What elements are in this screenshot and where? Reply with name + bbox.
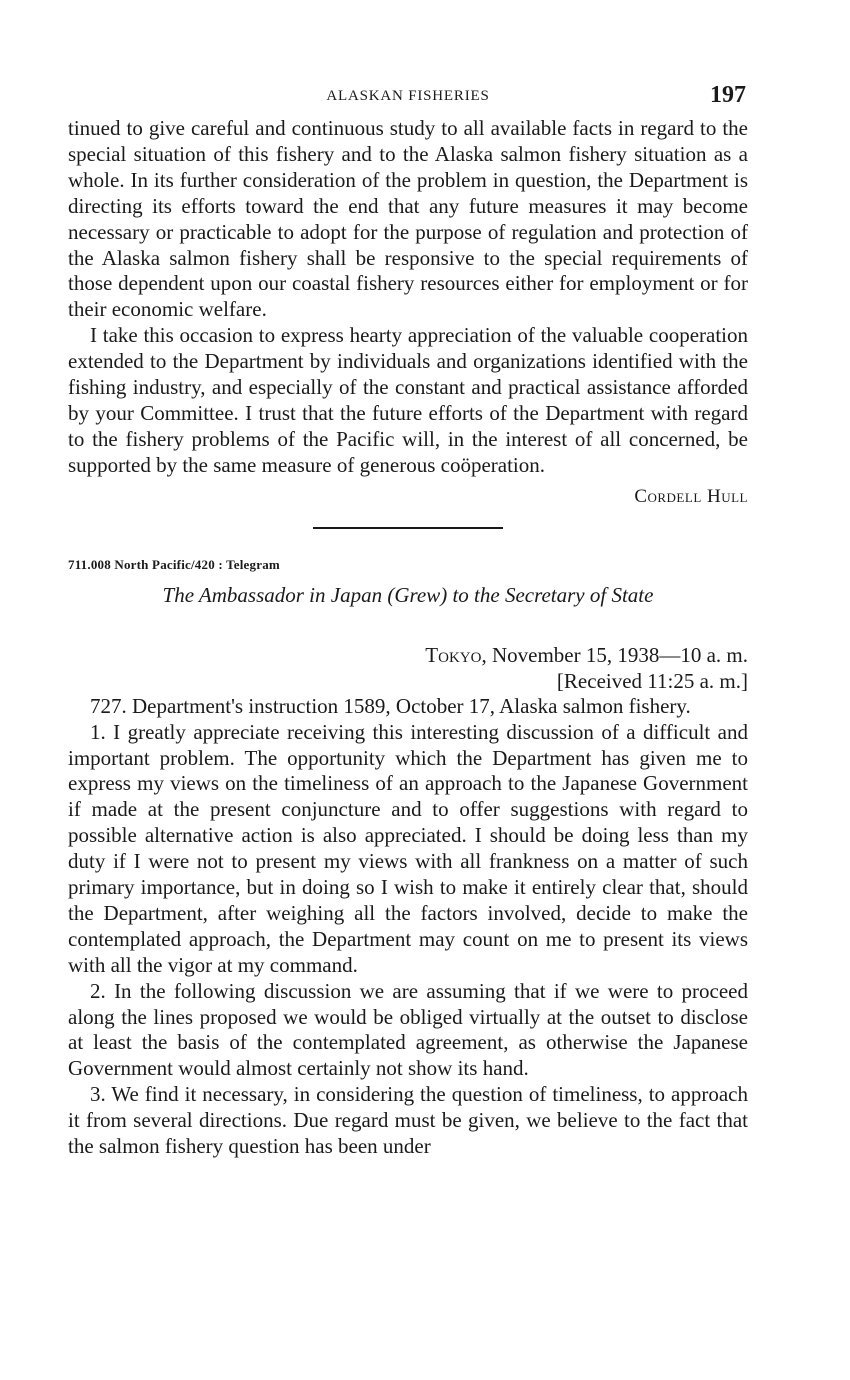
document-heading: The Ambassador in Japan (Grew) to the Secretary of State	[162, 582, 654, 607]
running-header	[68, 82, 748, 116]
letter-continuation-paragraph: tinued to give careful and continuous study to all available facts in regard to the special situation of this fishery and to the Alaska salmon fishery situation as a whole. In its further consideration of the problem in question, the Department is directing its efforts toward the end that any future measures it may become necessary or practicable to adopt for the purpose of regulation and protection of the Alaska salmon fishery shall be responsive to the special requirements of those dependent upon our coastal fishery resources either for employment or for their economic welfare.	[68, 116, 748, 322]
dateline-city: Tokyo,	[425, 642, 487, 667]
received-time: [Received 11:25 a. m.]	[556, 668, 748, 693]
dateline-date: November 15, 1938—10 a. m.	[486, 642, 748, 667]
section-divider	[313, 527, 503, 529]
telegram-paragraph-3: 3. We find it necessary, in considering the question of timeliness, to approach it from several directions. Due regard must be given, we believe to the fact that the salmon fishery question has been under	[68, 1082, 748, 1159]
running-title: ALASKAN FISHERIES	[326, 88, 490, 104]
document-page	[68, 82, 748, 1160]
telegram-paragraph-727: 727. Department's instruction 1589, October 17, Alaska salmon fishery.	[90, 693, 691, 718]
signature: Cordell Hull	[634, 485, 748, 507]
telegram-paragraph-2: 2. In the following discussion we are assuming that if we were to proceed along the lines proposed we would be obliged virtually at the outset to disclose at least the basis of the contemplated agreement, as otherwise the Japanese Government would almost certainly not show its hand.	[68, 978, 748, 1081]
telegram-paragraph-1: 1. I greatly appreciate receiving this interesting discussion of a difficult and important problem. The opportunity which the Department has given me to express my views on the timeliness of an approach to the Japanese Government if made at the present conjuncture and to offer suggestions with regard to possible alternative action is also appreciated. I should be doing less than my duty if I were not to present my views with all frankness on a matter of such primary importance, but in doing so I wish to make it entirely clear that, should the Department, after weighing all the factors involved, decide to make the contemplated approach, the Department may count on me to present its views with all the vigor at my command.	[68, 719, 748, 977]
letter-closing-paragraph: I take this occasion to express hearty appreciation of the valuable cooperation extended to the Department by individuals and organizations identified with the fishing industry, and especially of the constant and practical assistance afforded by your Committee. I trust that the future efforts of the Department with regard to the fishery problems of the Pacific will, in the interest of all concerned, be supported by the same measure of generous coöperation.	[68, 323, 748, 477]
file-reference: 711.008 North Pacific/420 : Telegram	[68, 556, 280, 572]
dateline	[68, 642, 748, 694]
page-number: 197	[710, 82, 746, 108]
dateline-sent	[68, 642, 748, 668]
